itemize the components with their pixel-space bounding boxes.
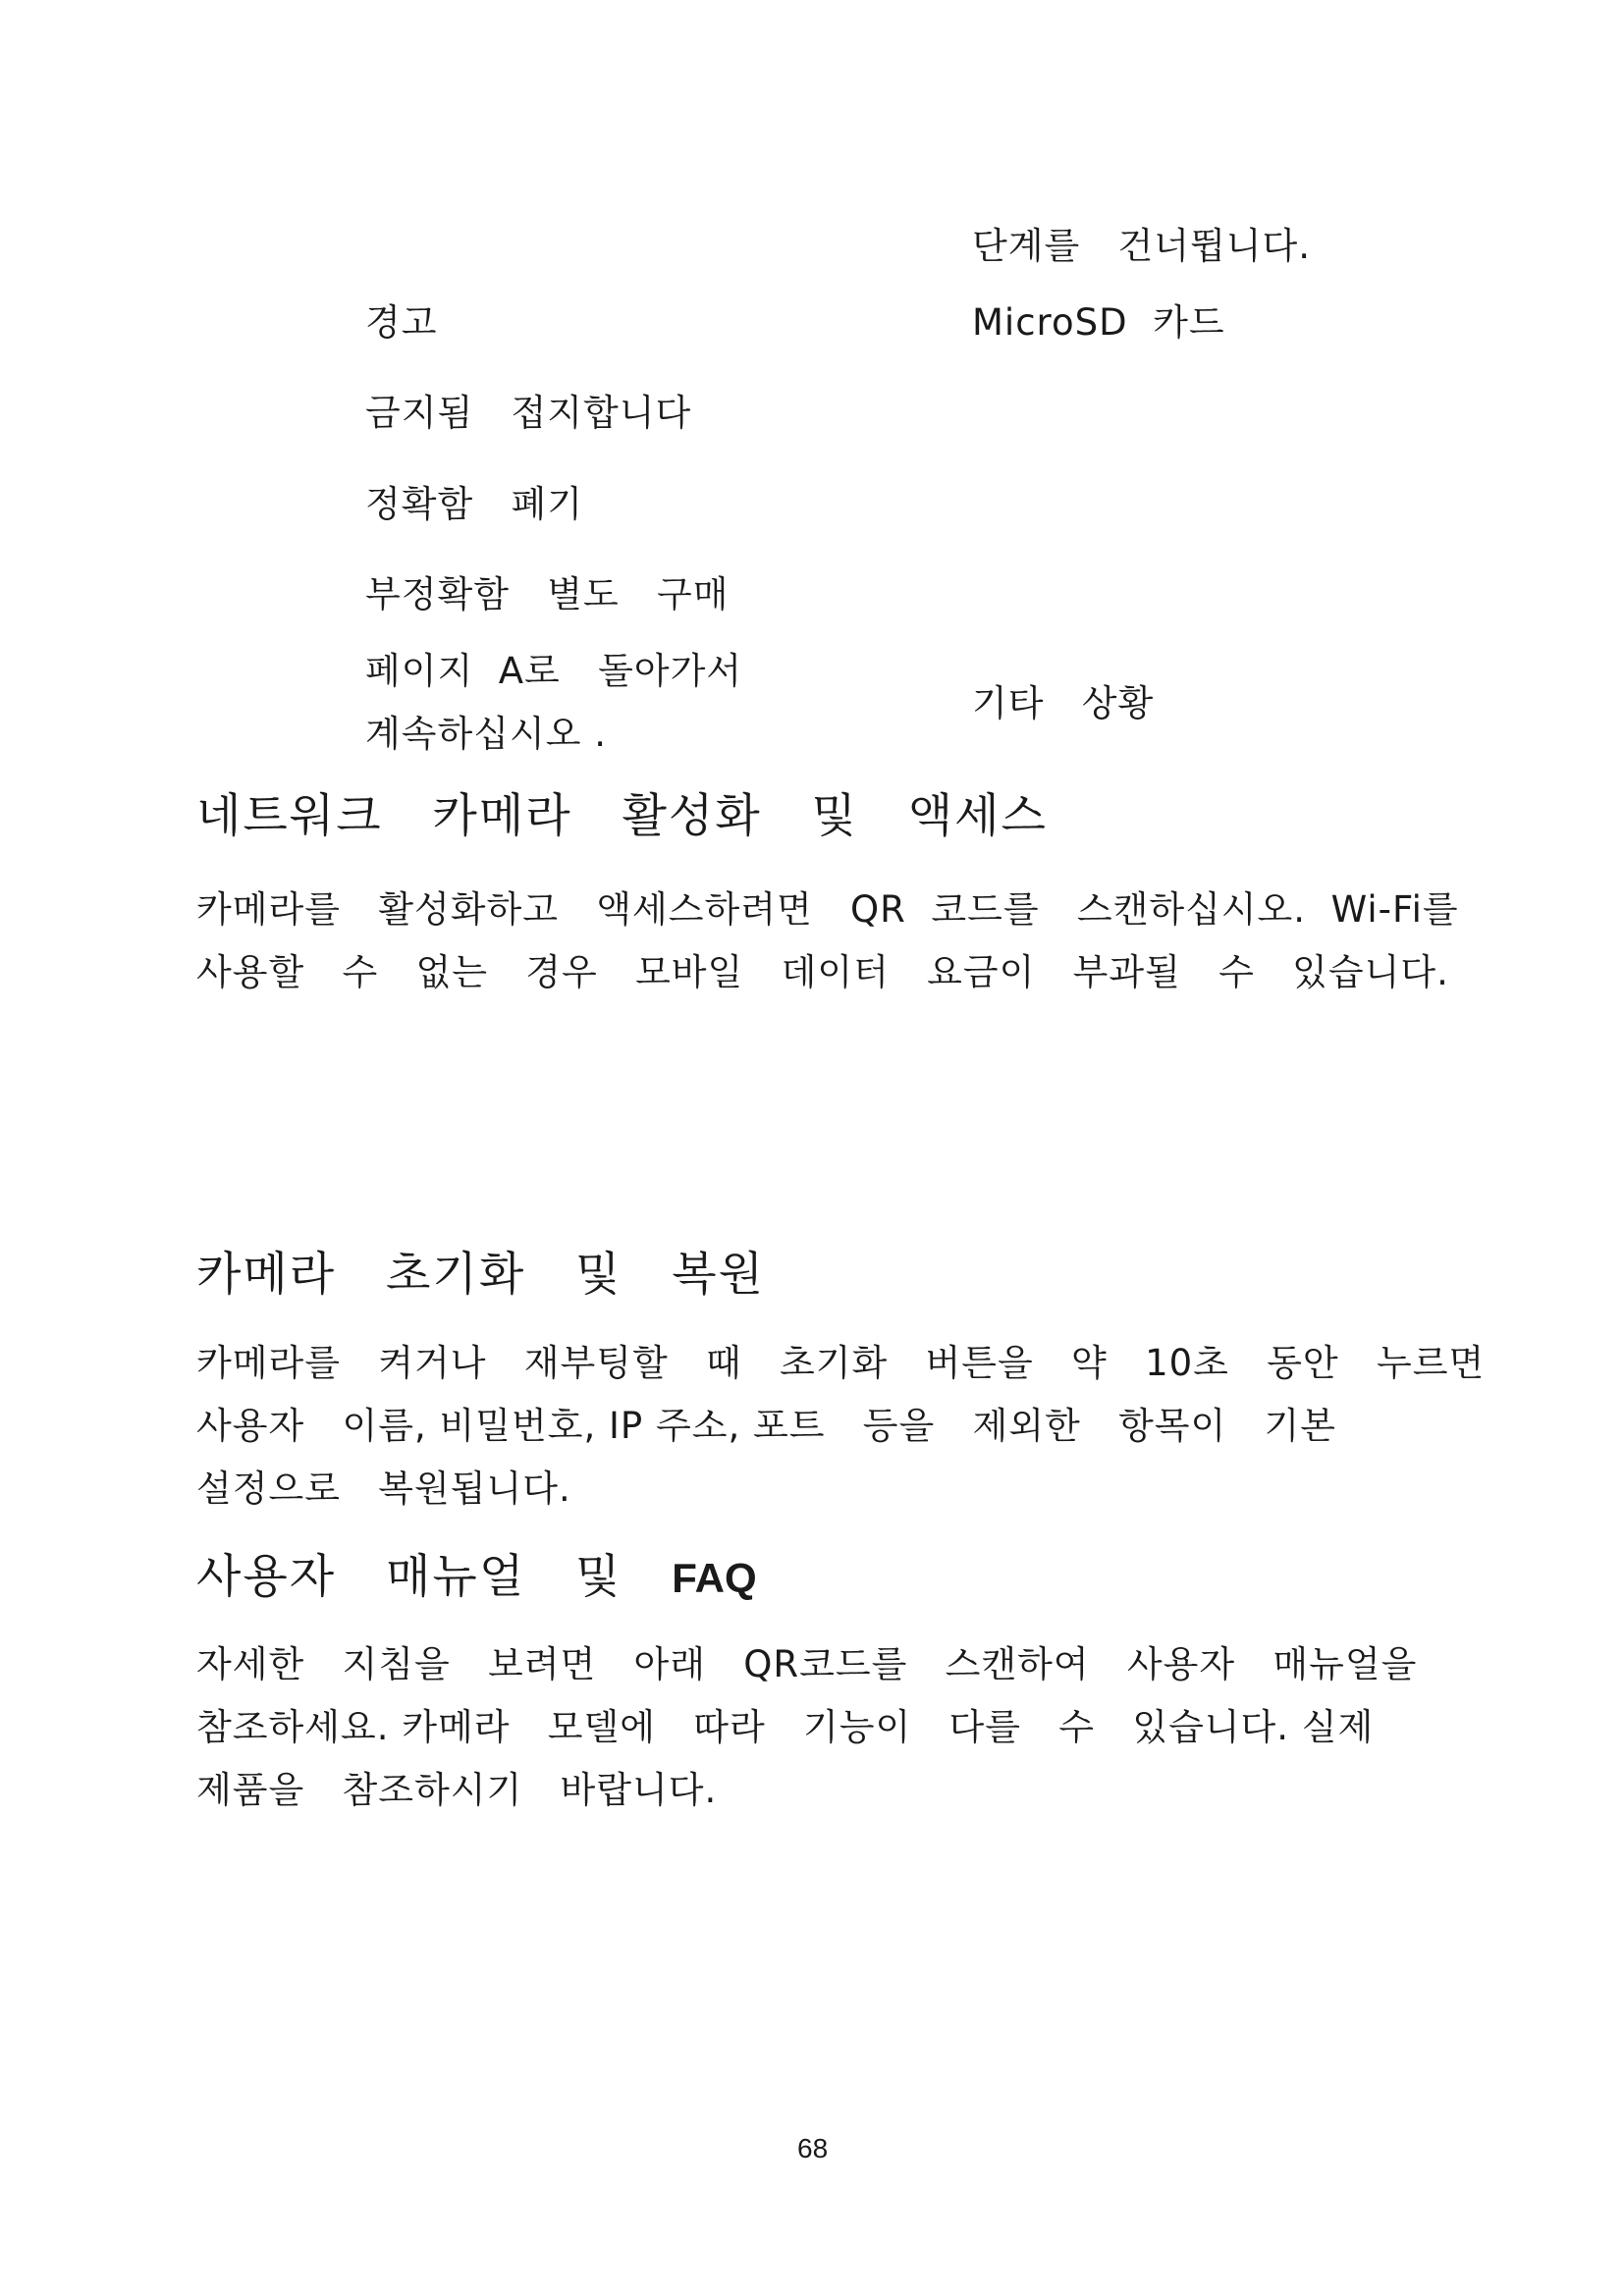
legend-prohibited-ground: 금지됨 접지합니다: [365, 392, 692, 434]
legend-incorrect-purchase: 부정확함 별도 구매: [365, 573, 730, 615]
section-heading-reset: 카메라 초기화 및 복원: [196, 1248, 766, 1302]
section-heading-network: 네트워크 카메라 활성화 및 액세스: [196, 789, 1048, 843]
legend-microsd-card: MicroSD 카드: [972, 301, 1225, 344]
network-text-line: 카메라를 활성화하고 액세스하려면 QR 코드를 스캔하십시오. Wi-Fi를: [196, 888, 1459, 931]
manual-text-line: 자세한 지침을 보려면 아래 QR코드를 스캔하여 사용자 매뉴얼을: [196, 1643, 1418, 1685]
legend-warning: 경고: [365, 301, 438, 344]
manual-heading-text: 사용자 매뉴얼 및: [196, 1550, 673, 1604]
reset-text-line: 카메라를 켜거나 재부팅할 때 초기화 버튼을 약 10초 동안 누르면: [196, 1342, 1486, 1384]
network-text-line: 사용할 수 없는 경우 모바일 데이터 요금이 부과될 수 있습니다.: [196, 951, 1449, 993]
legend-page-a-line2: 계속하십시오 .: [365, 713, 607, 755]
section-heading-manual: [196, 1550, 757, 1604]
reset-text-line: 설정으로 복원됩니다.: [196, 1468, 571, 1510]
reset-text-line: 사용자 이름, 비밀번호, IP 주소, 포트 등을 제외한 항목이 기본: [196, 1405, 1337, 1447]
manual-text-line: 제품을 참조하시기 바랍니다.: [196, 1769, 718, 1811]
legend-skip-step: 단계를 건너뜁니다.: [972, 225, 1311, 267]
manual-heading-faq: FAQ: [672, 1555, 757, 1601]
legend-page-a-line1: 페이지 A로 돌아가서: [365, 650, 743, 692]
page-number: 68: [797, 2133, 829, 2163]
legend-other-situations: 기타 상황: [972, 682, 1155, 724]
legend-correct-dispose: 정확함 폐기: [365, 483, 583, 525]
manual-text-line: 참조하세요. 카메라 모델에 따라 기능이 다를 수 있습니다. 실제: [196, 1706, 1375, 1748]
